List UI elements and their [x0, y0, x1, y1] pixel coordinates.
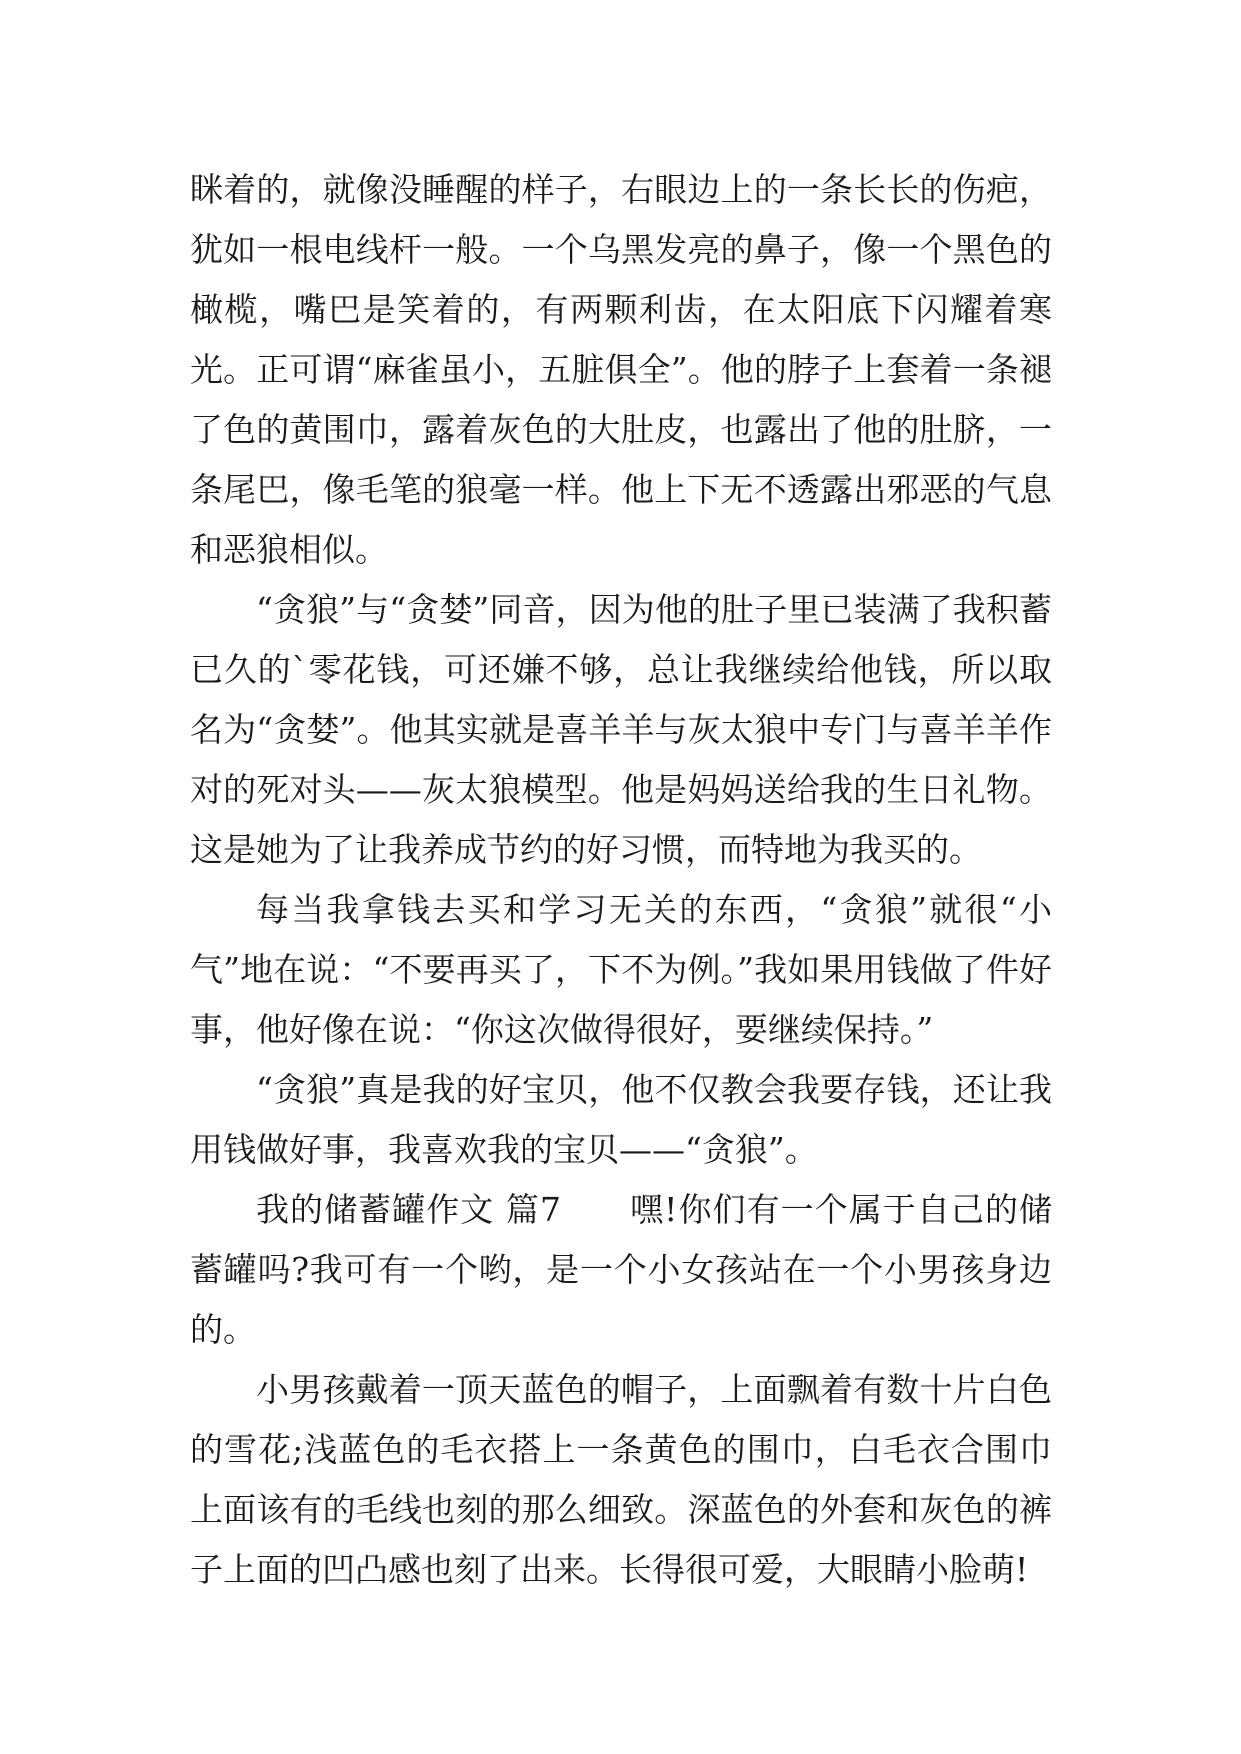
paragraph-6: 小男孩戴着一顶天蓝色的帽子，上面飘着有数十片白色的雪花;浅蓝色的毛衣搭上一条黄色的围巾，白毛衣合围巾上面该有的毛线也刻的那么细致。深蓝色的外套和灰色的裤子上面的凹凸感也刻了出来。长得很可爱，大眼睛小脸萌!: [190, 1370, 1052, 1589]
paragraph-4: “贪狼”真是我的好宝贝，他不仅教会我要存钱，还让我用钱做好事，我喜欢我的宝贝——“贪狼”。: [190, 1070, 1052, 1169]
paragraph-2: “贪狼”与“贪婪”同音，因为他的肚子里已装满了我积蓄已久的`零花钱，可还嫌不够，总让我继续给他钱，所以取名为“贪婪”。他其实就是喜羊羊与灰太狼中专门与喜羊羊作对的死对头——灰太狼模型。他是妈妈送给我的生日礼物。这是她为了让我养成节约的好习惯，而特地为我买的。: [190, 590, 1052, 869]
paragraph-1: 眯着的，就像没睡醒的样子，右眼边上的一条长长的伤疤，犹如一根电线杆一般。一个乌黑发亮的鼻子，像一个黑色的橄榄，嘴巴是笑着的，有两颗利齿，在太阳底下闪耀着寒光。正可谓“麻雀虽小，五脏俱全”。他的脖子上套着一条褪了色的黄围巾，露着灰色的大肚皮，也露出了他的肚脐，一条尾巴，像毛笔的狼毫一样。他上下无不透露出邪恶的气息和恶狼相似。: [190, 170, 1052, 569]
paragraph-5: 我的储蓄罐作文 篇7 嘿!你们有一个属于自己的储蓄罐吗?我可有一个哟，是一个小女孩站在一个小男孩身边的。: [190, 1190, 1052, 1349]
article-body: [190, 160, 1052, 1600]
paragraph-3: 每当我拿钱去买和学习无关的东西，“贪狼”就很“小气”地在说：“不要再买了，下不为例。”我如果用钱做了件好事，他好像在说：“你这次做得很好，要继续保持。”: [190, 890, 1052, 1049]
